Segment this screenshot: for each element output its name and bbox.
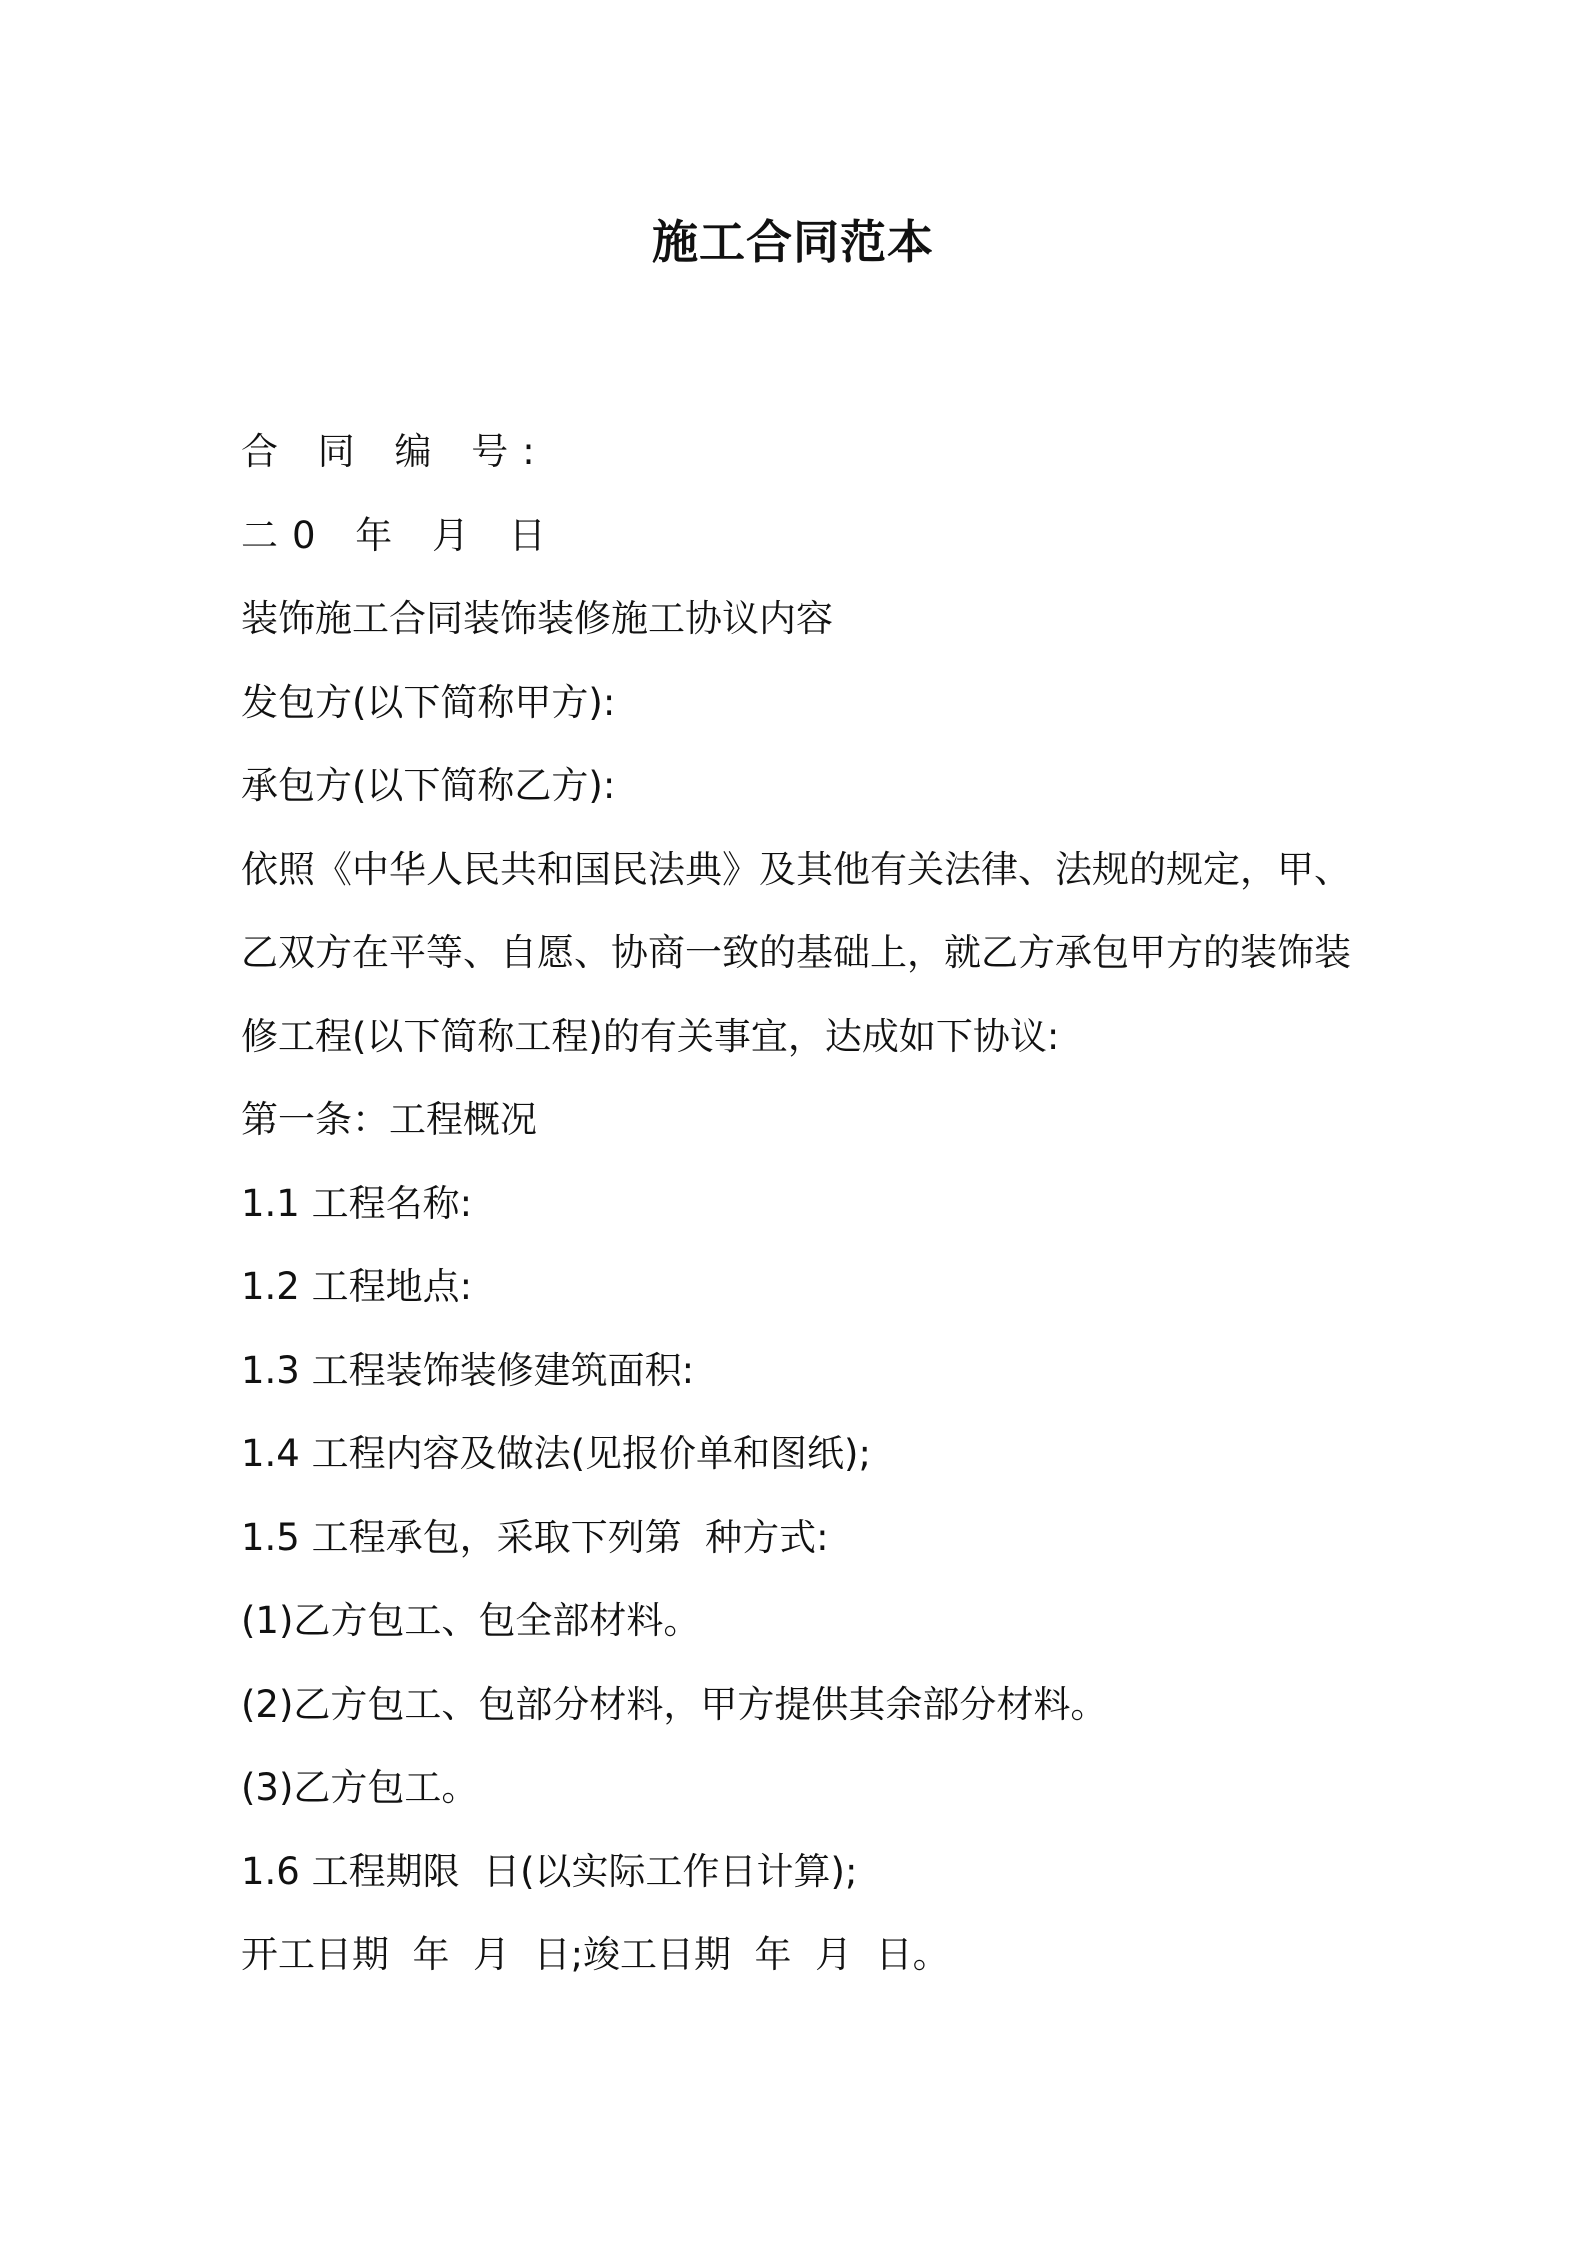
- article-1-heading: 第一条：工程概况: [241, 1098, 537, 1141]
- document-subtitle: 装饰施工合同装饰装修施工协议内容: [241, 597, 833, 640]
- party-b-line: 承包方(以下简称乙方):: [241, 764, 616, 807]
- party-a-line: 发包方(以下简称甲方):: [241, 680, 616, 724]
- document-body: [241, 410, 1361, 1997]
- clause-line: (1)乙方包工、包全部材料。: [241, 1599, 701, 1642]
- clause-line: 1.6 工程期限 日(以实际工作日计算);: [241, 1849, 858, 1893]
- clause-line: 1.4 工程内容及做法(见报价单和图纸);: [241, 1432, 871, 1475]
- clause-line: 开工日期 年 月 日;竣工日期 年 月 日。: [241, 1933, 950, 1976]
- preamble-line: 修工程(以下简称工程)的有关事宜，达成如下协议:: [241, 1014, 1060, 1058]
- clause-line: (2)乙方包工、包部分材料，甲方提供其余部分材料。: [241, 1682, 1108, 1726]
- preamble-line: 依照《中华人民共和国民法典》及其他有关法律、法规的规定，甲、: [241, 847, 1351, 891]
- clause-line: 1.5 工程承包，采取下列第 种方式:: [241, 1515, 829, 1559]
- contract-number-label: 合 同 编 号:: [241, 430, 549, 473]
- preamble-line: 乙双方在平等、自愿、协商一致的基础上，就乙方承包甲方的装饰装: [241, 931, 1351, 974]
- clause-line: 1.3 工程装饰装修建筑面积:: [241, 1348, 695, 1392]
- clause-line: 1.1 工程名称:: [241, 1181, 473, 1225]
- document-title: 施工合同范本: [652, 215, 934, 269]
- date-line: 二0 年 月 日: [241, 513, 560, 557]
- clause-line: 1.2 工程地点:: [241, 1265, 473, 1308]
- clause-line: (3)乙方包工。: [241, 1766, 479, 1809]
